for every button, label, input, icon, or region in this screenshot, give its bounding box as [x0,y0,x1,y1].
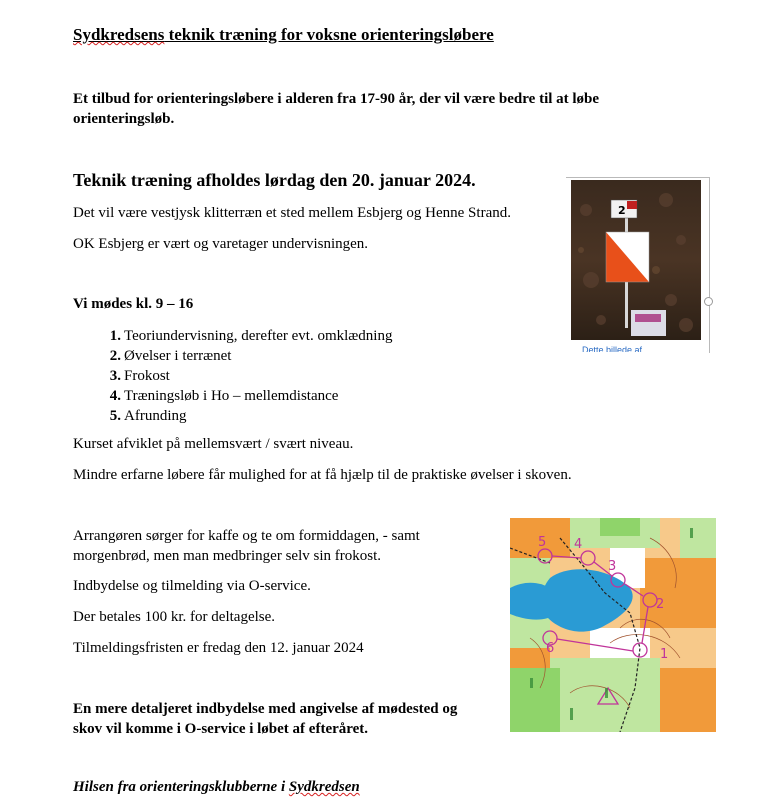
list-item [73,326,392,346]
program-list [73,326,392,426]
event-heading: Teknik træning afholdes lørdag den 20. januar 2024. [73,170,476,190]
map-control-2: 2 [656,597,665,612]
list-number: 1. [109,328,121,344]
details-line1: En mere detaljeret indbydelse med angivelse af mødested og [73,701,458,717]
document-title [73,25,494,45]
photo-caption[interactable]: Dette billede af [582,345,643,352]
control-number-label: 2 [618,204,626,217]
list-number: 2. [109,348,121,364]
list-number: 5. [109,408,121,424]
food-text-line1: Arrangøren sørger for kaffe og te om formiddagen, - samt [73,528,420,544]
title-club-name: Sydkredsens [73,25,165,44]
list-number: 4. [109,388,121,404]
closing-greeting [73,779,360,796]
list-text: Afrunding [124,408,187,424]
invite-text: Indbydelse og tilmelding via O-service. [73,578,311,594]
list-text: Træningsløb i Ho – mellemdistance [124,388,339,404]
map-control-4: 4 [574,537,583,552]
intro-paragraph: Et tilbud for orienteringsløbere i alderen fra 17-90 år, der vil være bedre til at løbe orienteringsløb. [73,91,600,127]
list-item [73,346,392,366]
closing-text: Hilsen fra orienteringsklubberne i [73,779,289,795]
list-item [73,366,392,386]
list-text: Teoriundervisning, derefter evt. omklædning [124,328,393,344]
title-text: teknik træning for voksne orienteringsløbere [164,25,494,44]
level-text: Kurset afviklet på mellemsvært / svært niveau. [73,436,354,452]
location-text: Det vil være vestjysk klitterræn et sted mellem Esbjerg og Henne Strand. [73,205,511,221]
closing-club-name: Sydkredsen [288,779,360,795]
map-control-3: 3 [608,559,617,574]
list-text: Frokost [124,368,170,384]
list-item [73,406,392,426]
deadline-text: Tilmeldingsfristen er fredag den 12. januar 2024 [73,640,364,656]
price-text: Der betales 100 kr. for deltagelse. [73,609,276,625]
list-number: 3. [109,368,121,384]
map-control-5: 5 [538,535,547,550]
resize-handle[interactable] [704,297,713,306]
help-text: Mindre erfarne løbere får mulighed for at få hjælp til de praktiske øvelser i skoven. [73,467,572,483]
list-item [73,386,392,406]
control-flag-photo[interactable] [571,180,701,340]
details-line2: skov vil komme i O-service i løbet af efteråret. [73,721,369,737]
map-control-1: 1 [660,647,669,662]
host-text: OK Esbjerg er vært og varetager undervisningen. [73,236,369,252]
orienteering-map [510,518,716,732]
list-text: Øvelser i terrænet [124,348,232,364]
map-control-6: 6 [546,641,555,656]
meeting-time: Vi mødes kl. 9 – 16 [73,296,194,312]
food-text-line2: morgenbrød, men man medbringer selv sin frokost. [73,548,381,564]
